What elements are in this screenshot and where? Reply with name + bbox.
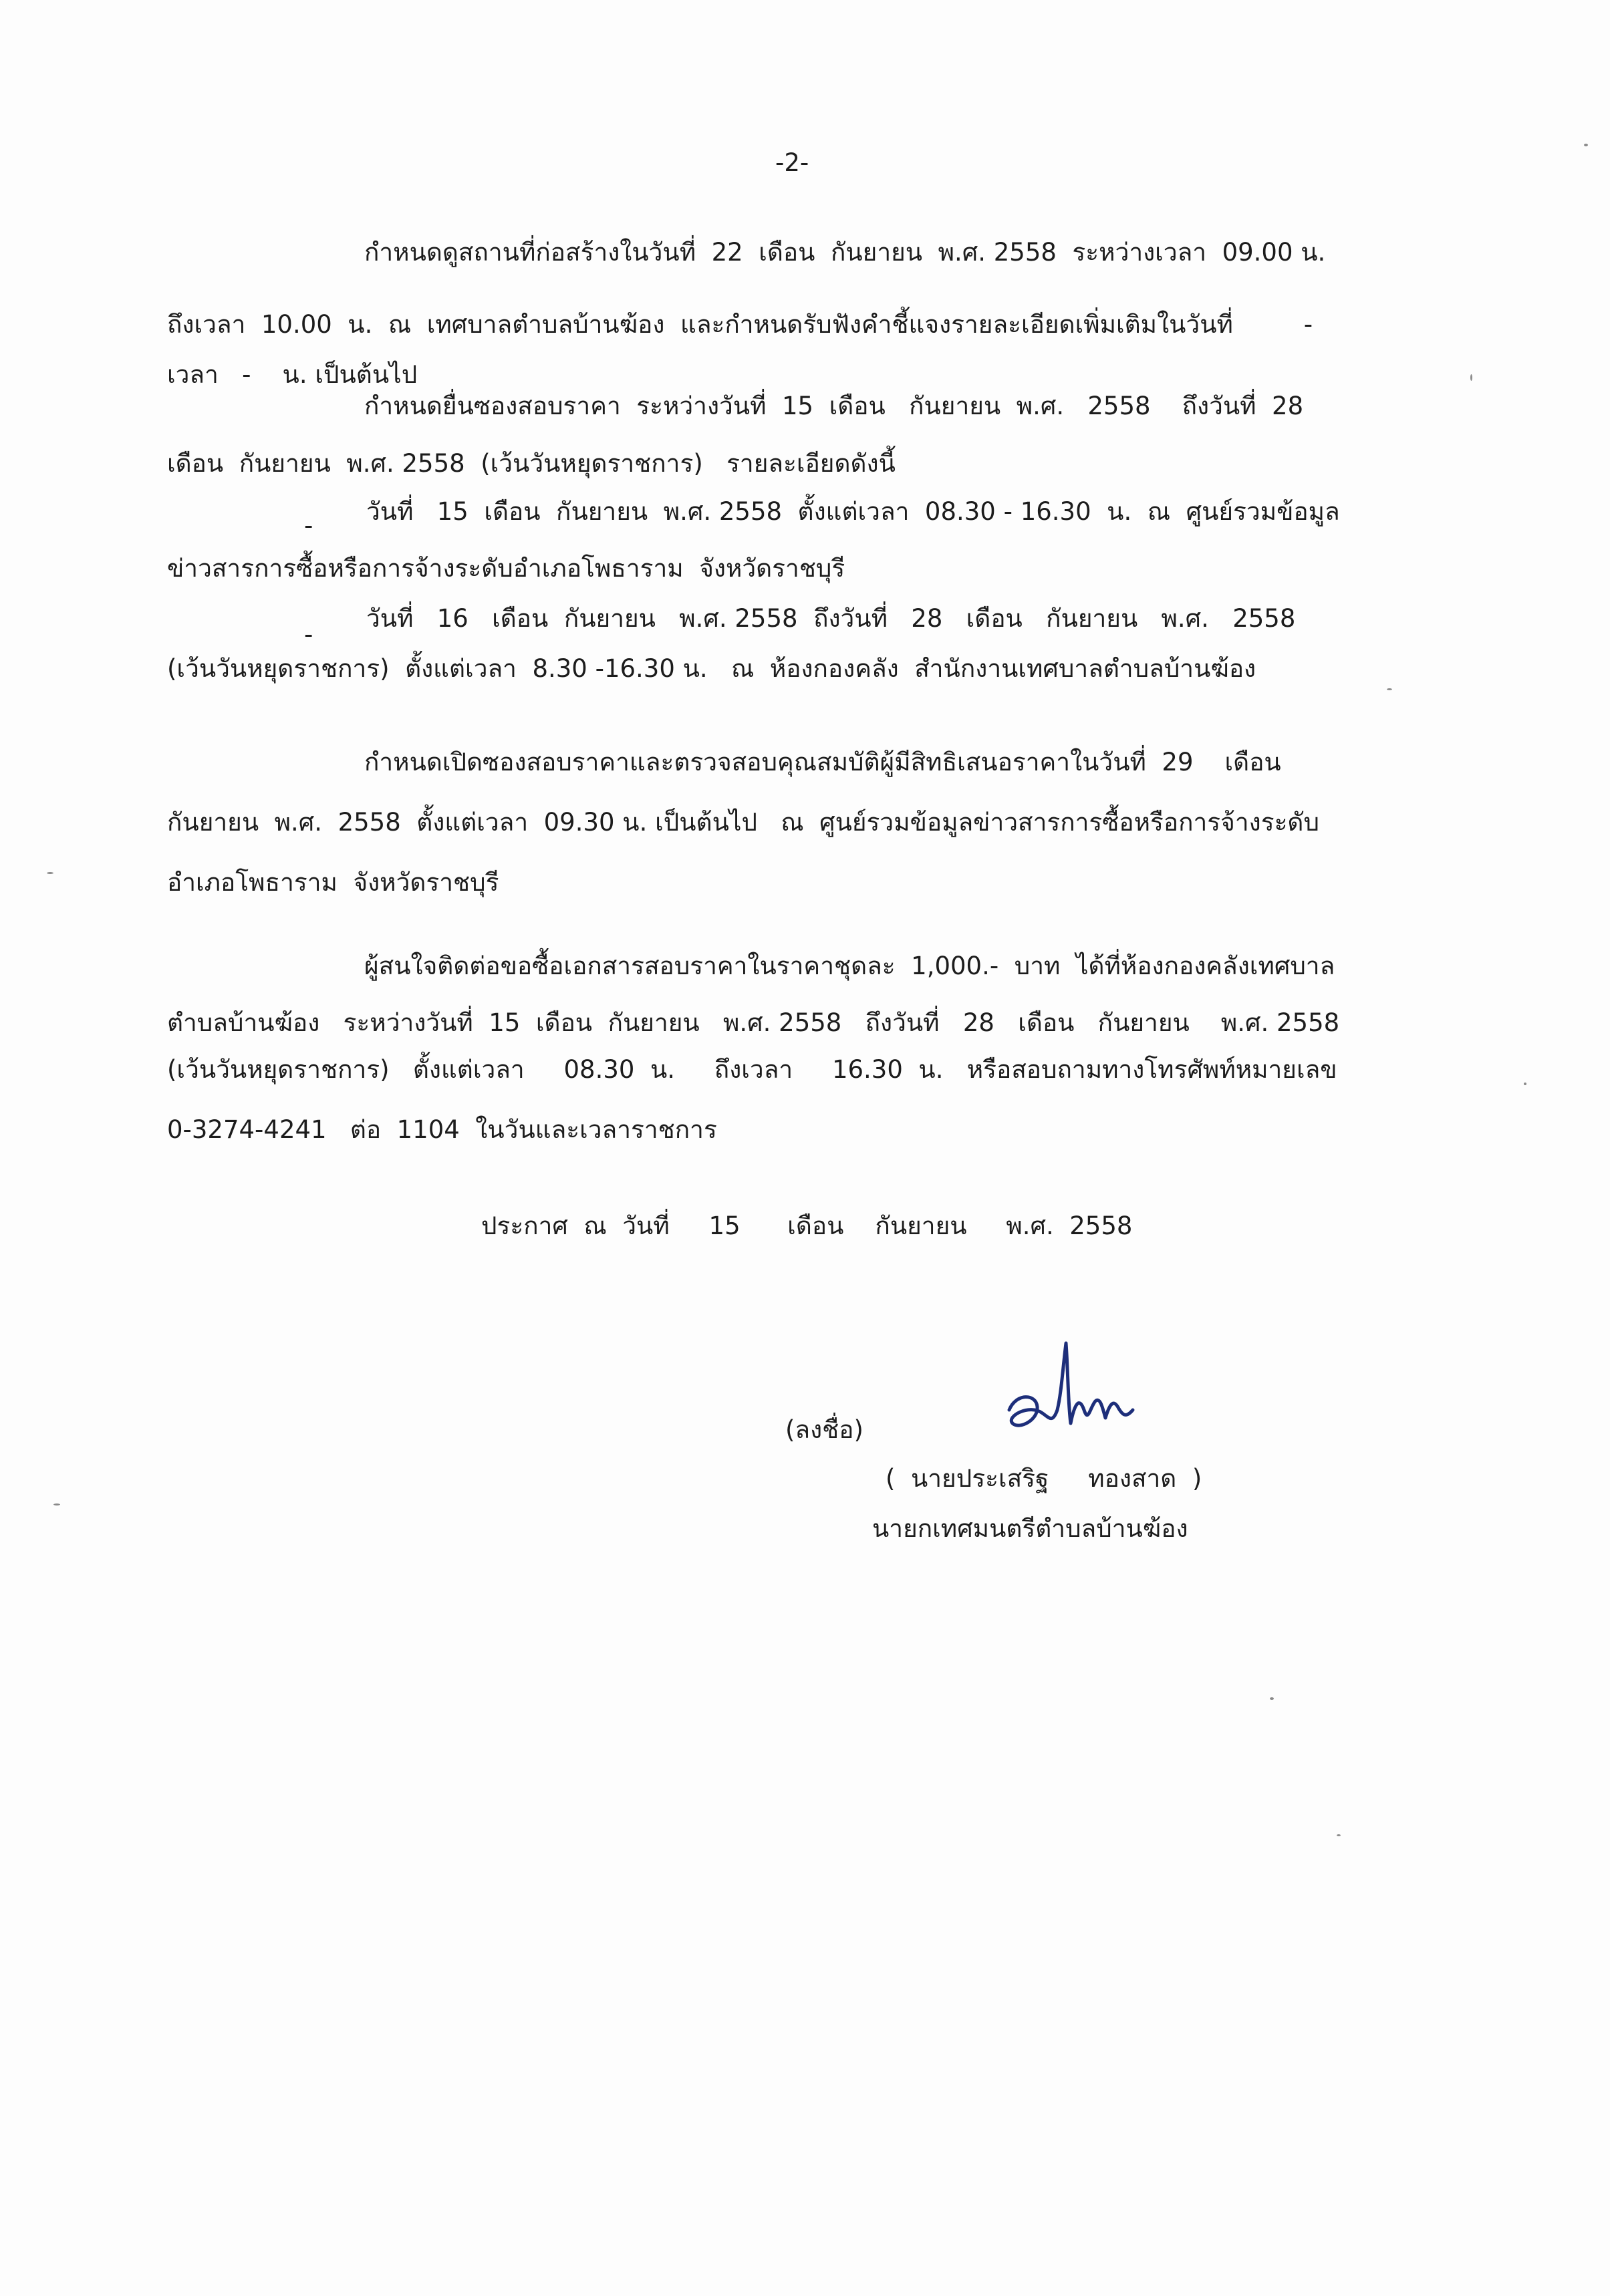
scan-speck [47, 872, 53, 874]
para2-line2: เดือน กันยายน พ.ศ. 2558 (เว้นวันหยุดราชการ) รายละเอียดดังนี้ [167, 449, 896, 478]
para4-line2: ตำบลบ้านฆ้อง ระหว่างวันที่ 15 เดือน กันยายน พ.ศ. 2558 ถึงวันที่ 28 เดือน กันยายน พ.ศ. 2558 [167, 1008, 1340, 1037]
bullet2-line2: (เว้นวันหยุดราชการ) ตั้งแต่เวลา 8.30 -16.30 น. ณ ห้องกองคลัง สำนักงานเทศบาลตำบลบ้านฆ้อง [167, 654, 1256, 683]
scan-speck [1524, 1083, 1526, 1085]
para4-line4: 0-3274-4241 ต่อ 1104 ในวันและเวลาราชการ [167, 1115, 717, 1144]
para1-line2: ถึงเวลา 10.00 น. ณ เทศบาลตำบลบ้านฆ้อง และกำหนดรับฟังคำชี้แจงรายละเอียดเพิ่มเติมในวันที่ - [167, 310, 1313, 339]
scan-speck [1337, 1834, 1341, 1836]
para3-line2: กันยายน พ.ศ. 2558 ตั้งแต่เวลา 09.30 น. เป็นต้นไป ณ ศูนย์รวมข้อมูลข่าวสารการซื้อหรือการจ้างระดับ [167, 808, 1319, 837]
sign-label: (ลงชื่อ) [785, 1415, 863, 1444]
bullet2-line1: วันที่ 16 เดือน กันยายน พ.ศ. 2558 ถึงวันที่ 28 เดือน กันยายน พ.ศ. 2558 [366, 604, 1296, 633]
page-number: -2- [775, 148, 809, 177]
bullet1-dash: - [304, 511, 313, 540]
bullet1-line2: ข่าวสารการซื้อหรือการจ้างระดับอำเภอโพธาราม จังหวัดราชบุรี [167, 554, 845, 583]
para1-line1: กำหนดดูสถานที่ก่อสร้างในวันที่ 22 เดือน กันยายน พ.ศ. 2558 ระหว่างเวลา 09.00 น. [364, 238, 1326, 267]
para3-line3: อำเภอโพธาราม จังหวัดราชบุรี [167, 868, 499, 897]
bullet1-line1: วันที่ 15 เดือน กันยายน พ.ศ. 2558 ตั้งแต่เวลา 08.30 - 16.30 น. ณ ศูนย์รวมข้อมูล [366, 497, 1340, 526]
signer-name: ( นายประเสริฐ ทองสาด ) [886, 1464, 1202, 1493]
handwritten-signature [996, 1330, 1150, 1450]
bullet2-dash: - [304, 620, 313, 649]
signer-title: นายกเทศมนตรีตำบลบ้านฆ้อง [872, 1514, 1188, 1543]
scan-speck [1387, 688, 1392, 690]
para4-line1: ผู้สนใจติดต่อขอซื้อเอกสารสอบราคาในราคาชุดละ 1,000.- บาท ได้ที่ห้องกองคลังเทศบาล [364, 952, 1335, 980]
para1-line3: เวลา - น. เป็นต้นไป [167, 360, 418, 389]
para2-line1: กำหนดยื่นซองสอบราคา ระหว่างวันที่ 15 เดือน กันยายน พ.ศ. 2558 ถึงวันที่ 28 [364, 392, 1304, 420]
announcement-date: ประกาศ ณ วันที่ 15 เดือน กันยายน พ.ศ. 2558 [481, 1211, 1133, 1240]
scan-speck [53, 1503, 60, 1505]
scan-speck [1470, 374, 1472, 381]
para4-line3: (เว้นวันหยุดราชการ) ตั้งแต่เวลา 08.30 น. ถึงเวลา 16.30 น. หรือสอบถามทางโทรศัพท์หมายเลข [167, 1055, 1337, 1084]
scan-speck [1584, 144, 1588, 146]
para3-line1: กำหนดเปิดซองสอบราคาและตรวจสอบคุณสมบัติผู้มีสิทธิเสนอราคาในวันที่ 29 เดือน [364, 748, 1281, 776]
scan-speck [1270, 1697, 1274, 1700]
